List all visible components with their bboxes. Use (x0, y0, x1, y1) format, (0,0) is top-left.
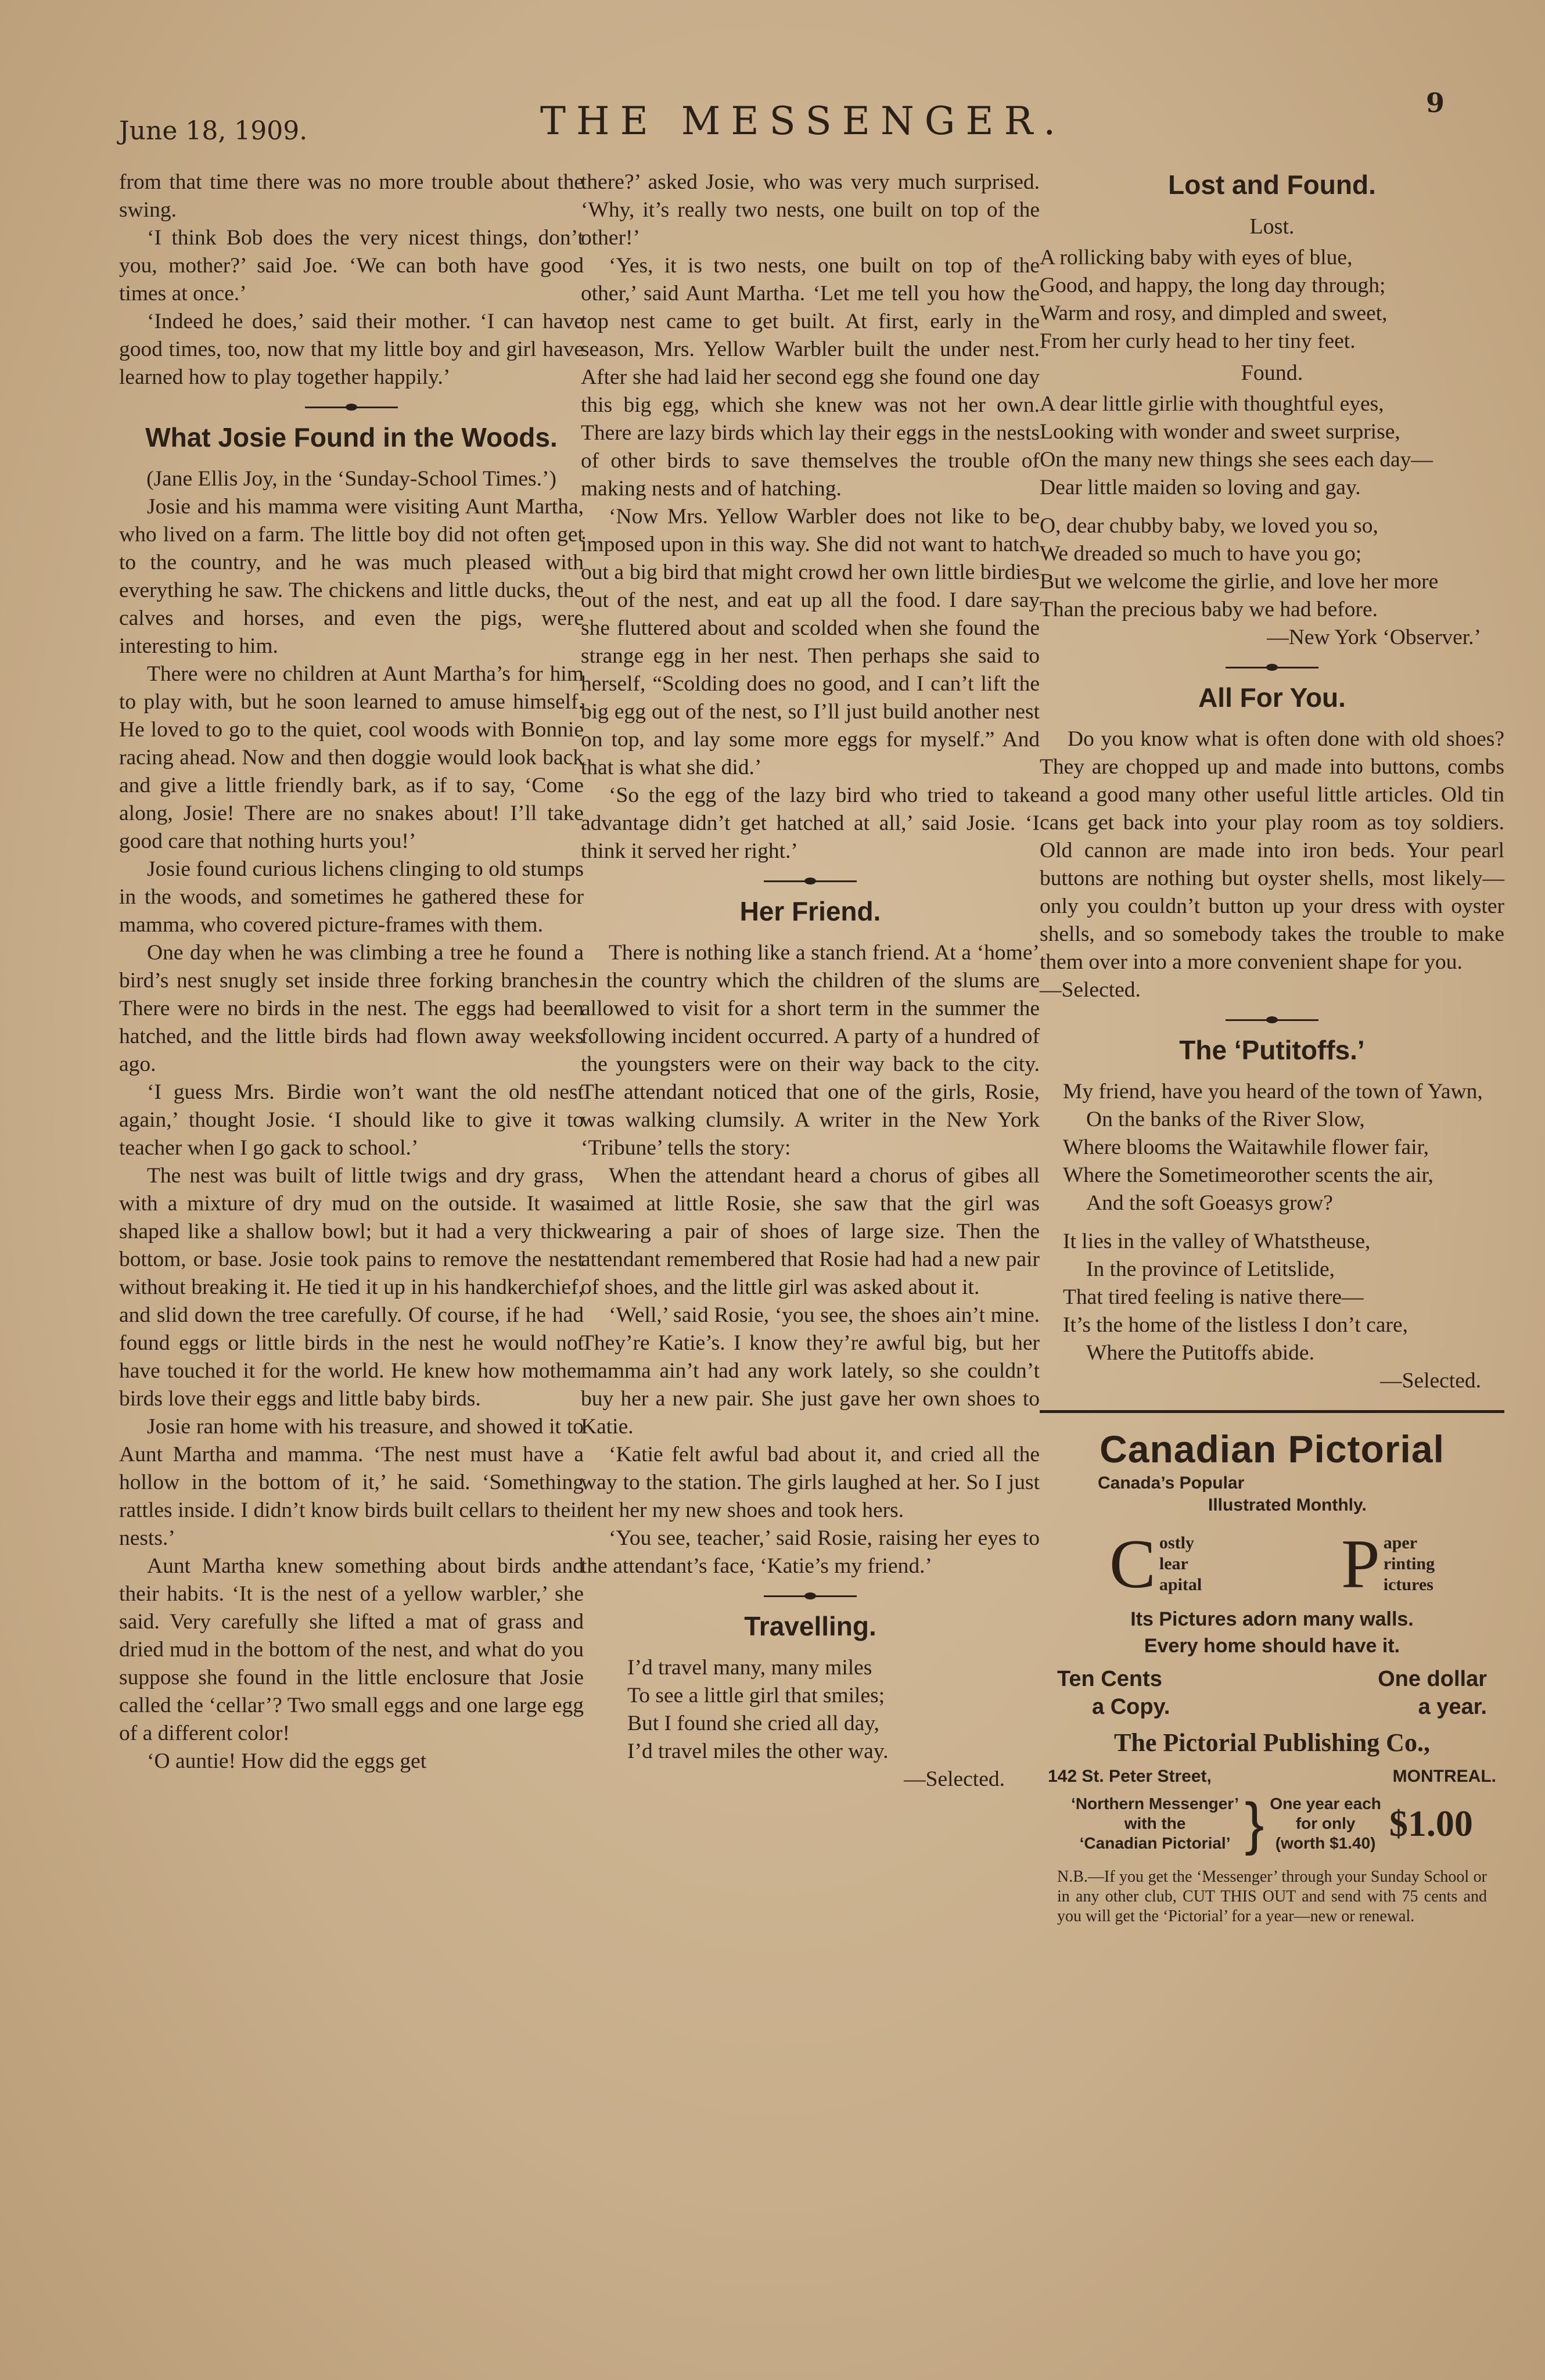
poem-subheading: Found. (1241, 361, 1303, 385)
ad-initial: C (1109, 1525, 1156, 1602)
article-credit: (Jane Ellis Joy, in the ‘Sunday-School Times.’) (146, 467, 556, 491)
paragraph: Josie and his mamma were visiting Aunt Martha, who lived on a farm. The little boy did not often get to the country, and he was much pleased with everything he saw. The chickens and little ducks, the calves and horses, and even the pigs, were interesting to him. (119, 495, 584, 658)
ad-subtitle (1040, 1472, 1504, 1516)
advertisement (1040, 1410, 1504, 1926)
poem-line: On the banks of the River Slow, (1086, 1108, 1365, 1131)
newspaper-title: THE MESSENGER. (540, 99, 1066, 143)
ad-slogan-word: apital (1159, 1575, 1202, 1594)
poem-line: But I found she cried all day, (627, 1712, 879, 1735)
paragraph: ‘Katie felt awful bad about it, and cried all the way to the station. The girls laughed at her. So I just lent her my new shoes and took hers. (581, 1443, 1040, 1522)
poem-line: It lies in the valley of Whatstheuse, (1063, 1229, 1371, 1253)
paragraph: there?’ asked Josie, who was very much surprised. ‘Why, it’s really two nests, one built on top of the other!’ (581, 170, 1040, 250)
paragraph: Josie ran home with his treasure, and showed it to Aunt Martha and mamma. ‘The nest must have a hollow in the bottom of it,’ he said. ‘Something rattles inside. I didn’t know birds built cellars to their nests.’ (119, 1415, 584, 1550)
paragraph: ‘I think Bob does the very nicest things, don’t you, mother?’ said Joe. ‘We can both have good times at once.’ (119, 226, 584, 305)
ad-city: MONTREAL. (1392, 1767, 1496, 1786)
paragraph: ‘O auntie! How did the eggs get (147, 1749, 427, 1773)
ad-offer-line: One year each (1270, 1795, 1381, 1813)
poem-line: Than the precious baby we had before. (1040, 598, 1378, 621)
ad-initial: P (1341, 1525, 1380, 1602)
poem-title: Lost and Found. (1168, 170, 1376, 200)
ad-slogan-right (1341, 1525, 1435, 1602)
paragraph: There were no children at Aunt Martha’s for him to play with, but he soon learned to amuse himself. He loved to go to the quiet, cool woods with Bonnie racing ahead. Now and then doggie would look back and give a little friendly bark, as if to say, ‘Come along, Josie! There are no snakes about! I’ll take good care that nothing hurts you!’ (119, 662, 584, 853)
poem-line: And the soft Goeasys grow? (1086, 1191, 1333, 1215)
poem (581, 1654, 1040, 1766)
ad-offer-line: ‘Canadian Pictorial’ (1079, 1834, 1231, 1852)
brace-icon: } (1245, 1791, 1264, 1856)
section-divider (1226, 667, 1318, 668)
issue-date: June 18, 1909. (119, 116, 308, 146)
article-title: What Josie Found in the Woods. (145, 422, 558, 452)
poem-subheading: Lost. (1249, 214, 1295, 239)
ad-offer (1040, 1791, 1504, 1856)
ad-offer-line: with the (1124, 1814, 1186, 1832)
ad-publisher: The Pictorial Publishing Co., (1114, 1728, 1430, 1757)
poem-line: O, dear chubby baby, we loved you so, (1040, 514, 1378, 538)
paragraph: The nest was built of little twigs and dry grass, with a mixture of dry mud on the outside. It was shaped like a shallow bowl; but it had a very thick bottom, or base. Josie took pains to remove the nest without breaking it. He tied it up in his handkerchief, and slid down the tree carefully. Of course, if he had found eggs or little birds in the nest he would not have touched it for the world. He knew how mother birds love their eggs and little baby birds. (119, 1164, 584, 1411)
poem-line: That tired feeling is native there— (1063, 1285, 1364, 1309)
section-divider (764, 880, 857, 882)
column-2 (581, 168, 1040, 1793)
ad-note: N.B.—If you get the ‘Messenger’ through your Sunday School or in any other club, CUT THIS OUT and send with 75 cents and you will get the ‘Pictorial’ for a year—new or renewal. (1057, 1868, 1487, 1925)
paragraph: Aunt Martha knew something about birds and their habits. ‘It is the nest of a yellow warbler,’ she said. Very carefully she lifted a mat of grass and dried mud in the bottom of the nest, and what do you suppose she found in the little enclosure that Josie called the ‘cellar’? Two small eggs and one large egg of a different color! (119, 1554, 584, 1745)
poem-line: On the many new things she sees each day— (1040, 448, 1433, 472)
poem-credit: —New York ‘Observer.’ (1267, 625, 1481, 649)
masthead (0, 87, 1545, 157)
poem-credit: —Selected. (904, 1767, 1005, 1791)
paragraph: ‘Yes, it is two nests, one built on top of the other,’ said Aunt Martha. ‘Let me tell you how the top nest came to get built. At first, early in the season, Mrs. Yellow Warbler built the under nest. After she had laid her second egg she found one day this big egg, which she knew was not her own. There are lazy birds which lay their eggs in the nests of other birds to save themselves the trouble of making nests and of hatching. (581, 254, 1040, 501)
paragraph: ‘So the egg of the lazy bird who tried to take advantage didn’t get hatched at all,’ said Josie. ‘I think it served her right.’ (581, 783, 1040, 863)
poem-line: I’d travel miles the other way. (627, 1739, 889, 1763)
paragraph: ‘I guess Mrs. Birdie won’t want the old nest again,’ thought Josie. ‘I should like to give it to teacher when I go gack to school.’ (119, 1080, 584, 1160)
ad-offer-line: (worth $1.40) (1275, 1834, 1376, 1852)
poem-line: We dreaded so much to have you go; (1040, 542, 1362, 566)
poem-line: My friend, have you heard of the town of Yawn, (1063, 1080, 1483, 1103)
paragraph: There is nothing like a stanch friend. At a ‘home’ in the country which the children of the slums are allowed to visit for a short term in the summer the following incident occurred. A party of a hundred of the youngsters were on their way back to the city. The attendant noticed that one of the girls, Rosie, was walking clumsily. A writer in the New York ‘Tribune’ tells the story: (581, 941, 1040, 1160)
paragraph: ‘Indeed he does,’ said their mother. ‘I can have good times, too, now that my little boy and girl have learned how to play together happily.’ (119, 310, 584, 389)
section-divider (764, 1595, 857, 1597)
paragraph: from that time there was no more trouble about the swing. (119, 170, 584, 222)
ad-price-line: One dollar (1378, 1667, 1487, 1691)
poem-title: Travelling. (744, 1611, 876, 1641)
poem-line: Where the Sometimeorother scents the air, (1063, 1163, 1433, 1187)
poem-line: From her curly head to her tiny feet. (1040, 329, 1356, 353)
poem-line: Warm and rosy, and dimpled and sweet, (1040, 301, 1388, 325)
ad-address (1040, 1763, 1504, 1791)
ad-slogan-left (1109, 1525, 1202, 1602)
ad-title: Canadian Pictorial (1100, 1428, 1445, 1471)
page-number: 9 (1426, 87, 1445, 118)
ad-tagline: Every home should have it. (1144, 1635, 1400, 1657)
column-3 (1040, 168, 1504, 1926)
poem-stanza (1040, 244, 1504, 355)
column-1 (119, 168, 584, 1775)
poem-line: But we welcome the girlie, and love her more (1040, 570, 1439, 594)
poem-line: Looking with wonder and sweet surprise, (1040, 420, 1400, 444)
poem-line: A rollicking baby with eyes of blue, (1040, 246, 1353, 269)
ad-subtitle-line: Illustrated Monthly. (1208, 1495, 1367, 1515)
ad-offer-price: $1.00 (1389, 1803, 1473, 1844)
article-credit: —Selected. (1040, 978, 1141, 1002)
poem-line: It’s the home of the listless I don’t care, (1063, 1313, 1408, 1337)
ad-offer-line: ‘Northern Messenger’ (1071, 1795, 1239, 1813)
poem-stanza (1040, 1228, 1504, 1367)
ad-prices (1040, 1659, 1504, 1721)
ad-price-copy (1057, 1665, 1170, 1721)
paragraph: Josie found curious lichens clinging to old stumps in the woods, and sometimes he gathered these for mamma, who covered picture-frames with them. (119, 857, 584, 937)
poem-stanza (1040, 390, 1504, 502)
poem-line: Where blooms the Waitawhile flower fair, (1063, 1135, 1429, 1159)
poem-credit: —Selected. (1380, 1369, 1481, 1393)
paragraph: Do you know what is often done with old shoes? They are chopped up and made into buttons, combs and a good many other useful little articles. Old tin cans get back into your play room as toy soldiers. Old cannon are made into iron beds. Your pearl buttons are nothing but oyster shells, most likely—only you couldn’t button up your dress with oyster shells, and so somebody takes the trouble to make them over into a more convenient shape for you. (1040, 727, 1504, 974)
ad-subtitle-line: Canada’s Popular (1098, 1473, 1245, 1493)
ad-tagline: Its Pictures adorn many walls. (1130, 1608, 1414, 1630)
paragraph: One day when he was climbing a tree he found a bird’s nest snugly set inside three forking branches. There were no birds in the nest. The eggs had been hatched, and the little birds had flown away weeks ago. (119, 941, 584, 1076)
paragraph: ‘Now Mrs. Yellow Warbler does not like to be imposed upon in this way. She did not want to hatch out a big bird that might crowd her own little birdies out of the nest, and eat up all the food. I dare say she fluttered about and scolded when she found the strange egg in her nest. Then perhaps she said to herself, “Scolding does no good, and I can’t lift the big egg out of the nest, so I’ll just build another nest on top, and lay some more eggs for myself.” And that is what she did.’ (581, 505, 1040, 779)
paragraph: ‘Well,’ said Rosie, ‘you see, the shoes ain’t mine. They’re Katie’s. I know they’re awful big, but her mamma ain’t had any work lately, so she couldn’t buy her a new pair. She just gave her own shoes to Katie. (581, 1303, 1040, 1439)
article-title: All For You. (1198, 682, 1346, 713)
poem-stanza (1040, 512, 1504, 624)
poem-line: To see a little girl that smiles; (627, 1684, 885, 1707)
ad-slogan-word: ostly (1159, 1533, 1194, 1552)
ad-slogan-word: aper (1383, 1533, 1418, 1552)
ad-street: 142 St. Peter Street, (1048, 1767, 1212, 1786)
poem-line: I’d travel many, many miles (627, 1656, 872, 1680)
article-title: Her Friend. (739, 896, 881, 926)
poem-stanza (1040, 1078, 1504, 1217)
ad-slogan-word: ictures (1383, 1575, 1433, 1594)
section-divider (305, 407, 398, 408)
section-divider (1226, 1019, 1318, 1021)
ad-offer-line: for only (1295, 1814, 1356, 1832)
poem-line: Where the Putitoffs abide. (1086, 1341, 1314, 1365)
ad-price-line: a Copy. (1092, 1695, 1170, 1719)
paragraph: When the attendant heard a chorus of gibes all aimed at little Rosie, she saw that the girl was wearing a pair of shoes of large size. Then the attendant remembered that Rosie had had a new pair of shoes, and the little girl was asked about it. (581, 1164, 1040, 1299)
ad-price-line: a year. (1418, 1695, 1487, 1719)
ad-slogan-word: rinting (1383, 1554, 1435, 1573)
poem-line: Good, and happy, the long day through; (1040, 274, 1386, 297)
poem-title: The ‘Putitoffs.’ (1179, 1035, 1365, 1065)
ad-slogans (1040, 1525, 1504, 1602)
ad-slogan-word: lear (1159, 1554, 1188, 1573)
poem-line: In the province of Letitslide, (1086, 1257, 1335, 1281)
poem-line: Dear little maiden so loving and gay. (1040, 476, 1361, 499)
ad-price-line: Ten Cents (1057, 1667, 1162, 1691)
paragraph: ‘You see, teacher,’ said Rosie, raising her eyes to the attendant’s face, ‘Katie’s my friend.’ (581, 1526, 1040, 1578)
poem-line: A dear little girlie with thoughtful eyes, (1040, 392, 1384, 416)
ad-price-year (1378, 1665, 1487, 1721)
